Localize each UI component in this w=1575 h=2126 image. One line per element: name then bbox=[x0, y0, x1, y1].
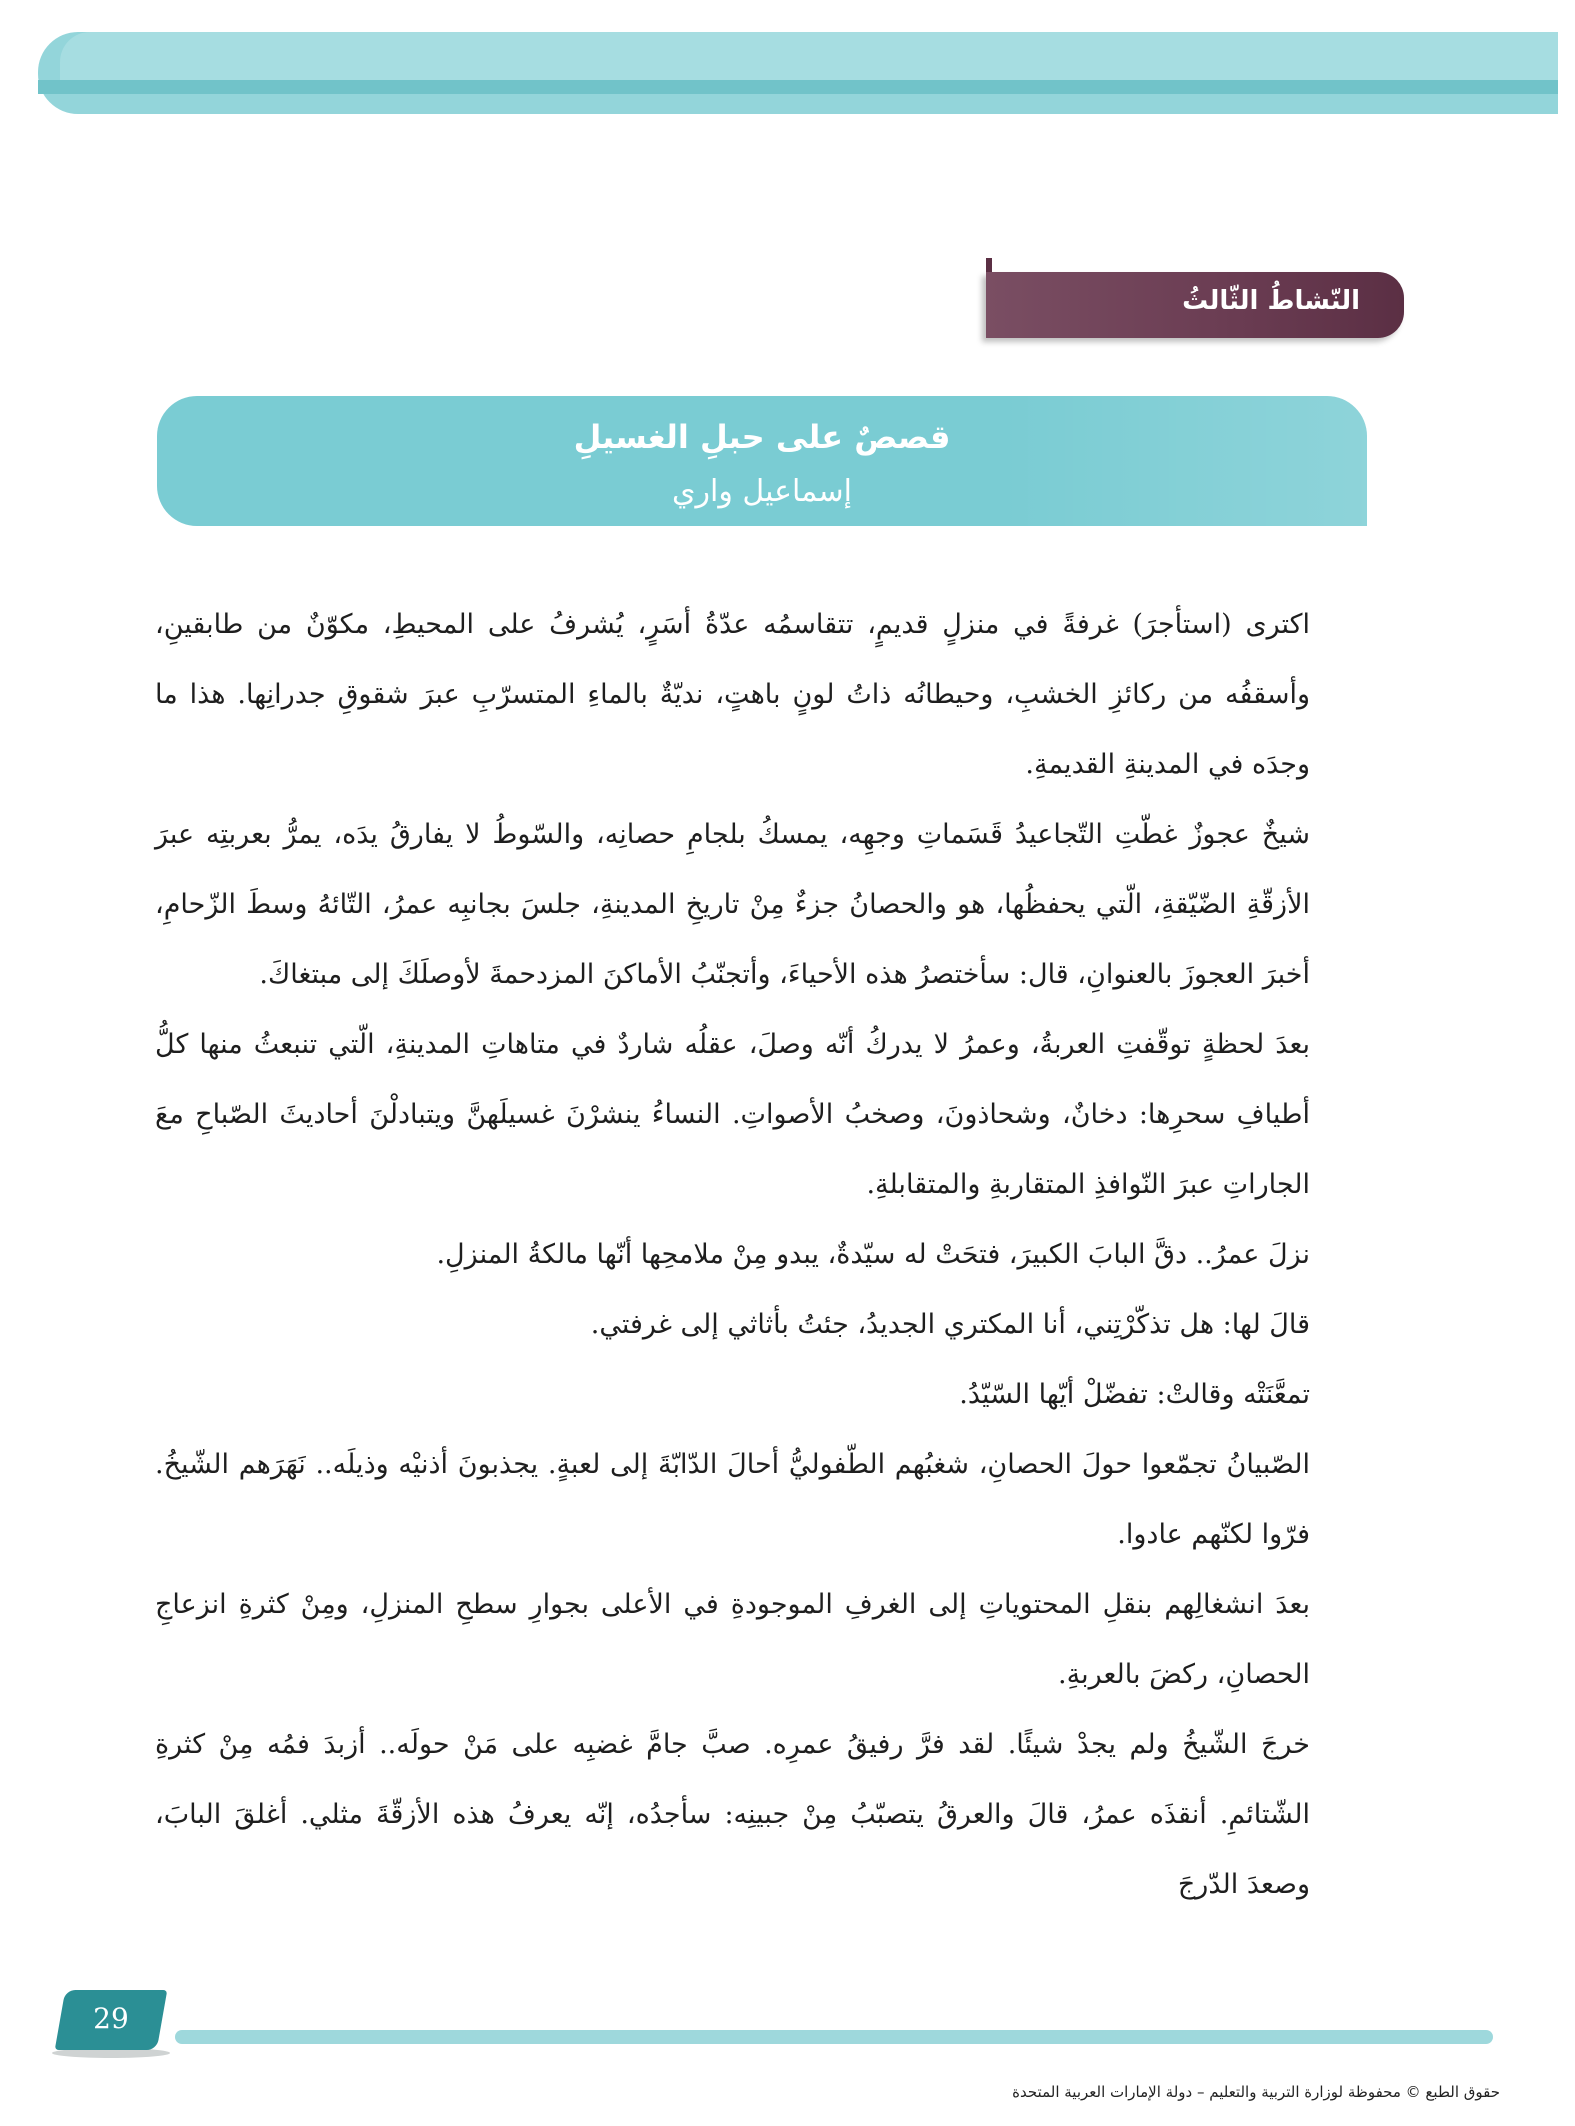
story-paragraph: شيخٌ عجوزٌ غطّتِ التّجاعيدُ قَسَماتِ وجهِه، يمسكُ بلجامِ حصانِه، والسّوطُ لا يفارقُ يدَه، يمرُّ بعربتِه عبرَ الأزقّةِ الضّيّقةِ، الّتي يحفظُها، هو والحصانُ جزءٌ مِنْ تاريخِ المدينةِ، جلسَ بجانبِه عمرُ، التّائهُ وسطَ الزّحامِ، أخبرَ العجوزَ بالعنوانِ، قال: سأختصرُ هذه الأحياءَ، وأتجنّبُ الأماكنَ المزدحمةَ لأوصلَكَ إلى مبتغاكَ. bbox=[155, 819, 1310, 990]
footer-line bbox=[175, 2030, 1493, 2044]
story-paragraph: الصّبيانُ تجمّعوا حولَ الحصانِ، شغبُهم الطّفوليُّ أحالَ الدّابّةَ إلى لعبةٍ. يجذبونَ أذنيْه وذيلَه.. نَهَرَهم الشّيخُ. فرّوا لكنّهم عادوا. bbox=[155, 1449, 1310, 1550]
story-paragraph: خرجَ الشّيخُ ولم يجدْ شيئًا. لقد فرَّ رفيقُ عمرِه. صبَّ جامَّ غضبِه على مَنْ حولَه.. أزبدَ فمُه مِنْ كثرةِ الشّتائمِ. أنقذَه عمرُ، قالَ والعرقُ يتصبّبُ مِنْ جبينِه: سأجدُه، إنّه يعرفُ هذه الأزقّةَ مثلي. أغلقَ البابَ، وصعدَ الدّرجَ bbox=[155, 1729, 1310, 1900]
top-band-stripe bbox=[38, 80, 1558, 94]
top-band-highlight bbox=[60, 32, 1558, 80]
story-paragraph: اكترى (استأجرَ) غرفةً في منزلٍ قديمٍ، تتقاسمُه عدّةُ أسَرٍ، يُشرفُ على المحيطِ، مكوّنٌ من طابقينِ، وأسقفُه من ركائزِ الخشبِ، وحيطانُه ذاتُ لونٍ باهتٍ، نديّةٌ بالماءِ المتسرّبِ عبرَ شقوقِ جدرانِها. هذا ما وجدَه في المدينةِ القديمةِ. bbox=[155, 609, 1310, 780]
story-body bbox=[155, 590, 1310, 1920]
story-paragraph: تمعَّنَتْه وقالتْ: تفضّلْ أيّها السّيّدُ. bbox=[959, 1379, 1310, 1410]
story-paragraph: قالَ لها: هل تذكّرْتِني، أنا المكتري الجديدُ، جئتُ بأثاثي إلى غرفتي. bbox=[590, 1309, 1310, 1340]
story-paragraph: بعدَ لحظةٍ توقّفتِ العربةُ، وعمرُ لا يدركُ أنّه وصلَ، عقلُه شاردٌ في متاهاتِ المدينةِ، الّتي تنبعثُ منها كلُّ أطيافِ سحرِها: دخانٌ، وشحاذونَ، وصخبُ الأصواتِ. النساءُ ينشرْنَ غسيلَهنَّ ويتبادلْنَ أحاديثَ الصّباحِ معَ الجاراتِ عبرَ النّوافذِ المتقاربةِ والمتقابلةِ. bbox=[155, 1029, 1310, 1200]
activity-tab bbox=[986, 272, 1404, 338]
story-paragraph: بعدَ انشغالِهم بنقلِ المحتوياتِ إلى الغرفِ الموجودةِ في الأعلى بجوارِ سطحِ المنزلِ، ومِنْ كثرةِ انزعاجِ الحصانِ، ركضَ بالعربةِ. bbox=[155, 1589, 1310, 1690]
story-author: إسماعيل واري bbox=[672, 474, 852, 509]
copyright-notice: حقوق الطبع © محفوظة لوزارة التربية والتعليم – دولة الإمارات العربية المتحدة bbox=[1012, 2083, 1500, 2101]
story-paragraph: نزلَ عمرُ.. دقَّ البابَ الكبيرَ، فتحَتْ له سيّدةٌ، يبدو مِنْ ملامحِها أنّها مالكةُ المنزلِ. bbox=[436, 1239, 1310, 1270]
page-number: 29 bbox=[93, 2002, 129, 2035]
activity-label: النّشاطُ الثّالثُ bbox=[1182, 286, 1360, 316]
story-title: قصصٌ على حبلِ الغسيلِ bbox=[573, 418, 951, 456]
